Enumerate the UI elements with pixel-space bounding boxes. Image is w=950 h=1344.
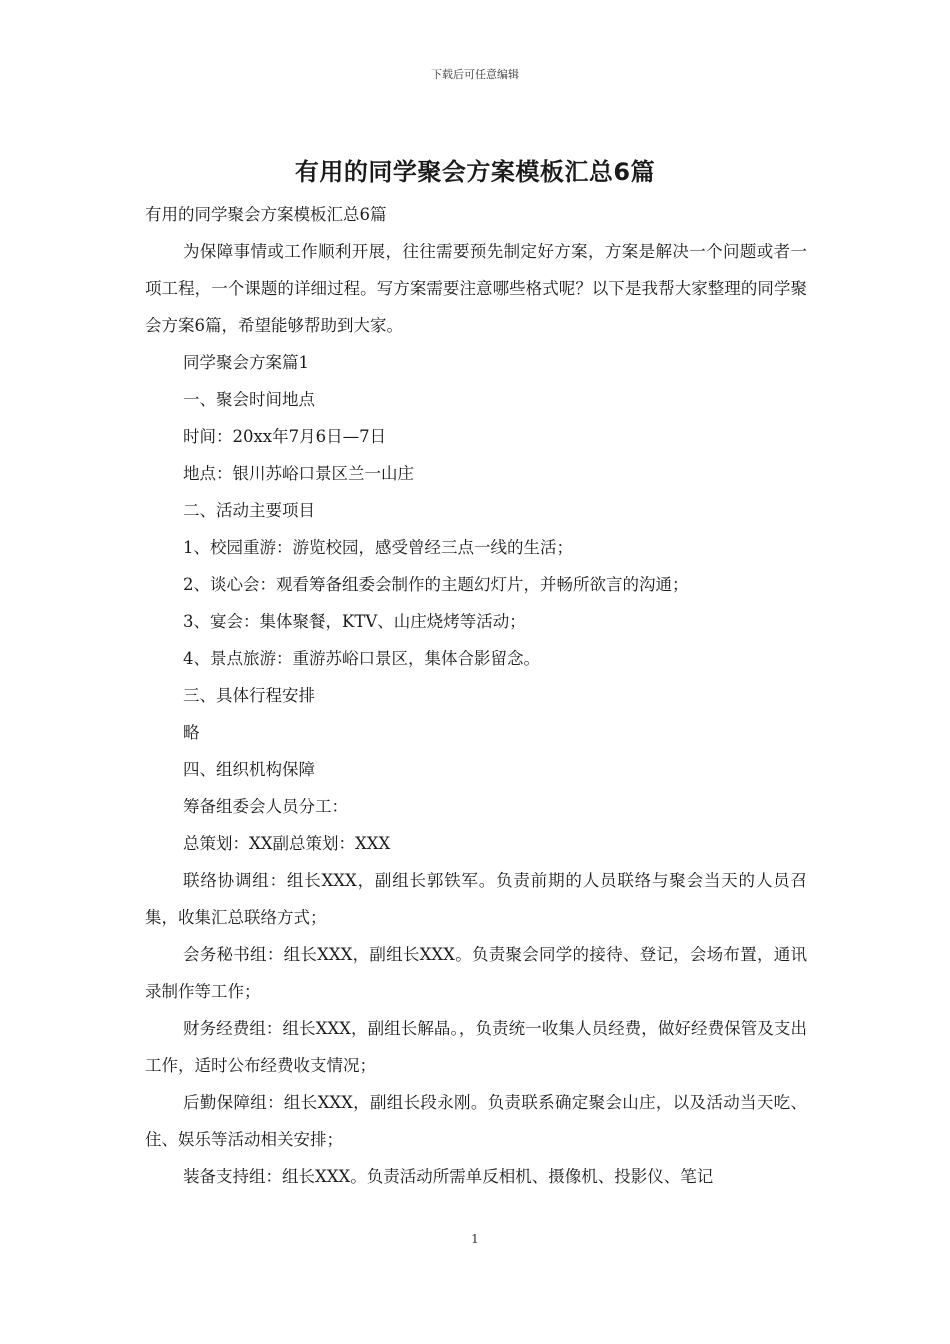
header-note: 下载后可任意编辑 [431,68,519,81]
body-paragraph: 筹备组委会人员分工： [183,797,348,816]
body-paragraph: 财务经费组：组长XXX，副组长解晶。，负责统一收集人员经费，做好经费保管及支出工作，适时公布经费收支情况； [145,1019,807,1075]
section-heading: 二、活动主要项目 [183,501,315,520]
body-paragraph: 后勤保障组：组长XXX，副组长段永刚。负责联系确定聚会山庄，以及活动当天吃、住、娱乐等活动相关安排； [145,1093,807,1149]
page-number: 1 [471,1232,479,1246]
subtitle-paragraph: 有用的同学聚会方案模板汇总6篇 [145,205,387,224]
body-paragraph: 联络协调组：组长XXX，副组长郭铁军。负责前期的人员联络与聚会当天的人员召集，收集汇总联络方式； [145,871,807,927]
section-heading: 一、聚会时间地点 [183,390,315,409]
body-paragraph: 装备支持组：组长XXX。负责活动所需单反相机、摄像机、投影仪、笔记 [183,1167,714,1186]
list-item: 3、宴会：集体聚餐，KTV、山庄烧烤等活动； [183,612,526,631]
section-heading: 四、组织机构保障 [183,760,315,779]
body-paragraph: 时间：20xx年7月6日—7日 [183,427,387,446]
list-item: 1、校园重游：游览校园，感受曾经三点一线的生活； [183,538,573,557]
body-paragraph: 总策划：XX副总策划：XXX [183,834,391,853]
intro-paragraph: 为保障事情或工作顺利开展，往往需要预先制定好方案，方案是解决一个问题或者一项工程，一个课题的详细过程。写方案需要注意哪些格式呢？以下是我帮大家整理的同学聚会方案6篇，希望能够帮助到大家。 [145,242,807,335]
list-item: 4、景点旅游：重游苏峪口景区，集体合影留念。 [183,649,540,668]
list-item: 2、谈心会：观看筹备组委会制作的主题幻灯片，并畅所欲言的沟通； [183,575,689,594]
document-body [145,196,807,1195]
section-heading: 三、具体行程安排 [183,686,315,705]
body-paragraph: 地点：银川苏峪口景区兰一山庄 [183,464,414,483]
body-paragraph: 会务秘书组：组长XXX，副组长XXX。负责聚会同学的接待、登记，会场布置，通讯录制作等工作； [145,945,807,1001]
body-paragraph: 略 [183,723,200,742]
section-heading: 同学聚会方案篇1 [183,353,309,372]
document-title: 有用的同学聚会方案模板汇总6篇 [294,158,656,186]
